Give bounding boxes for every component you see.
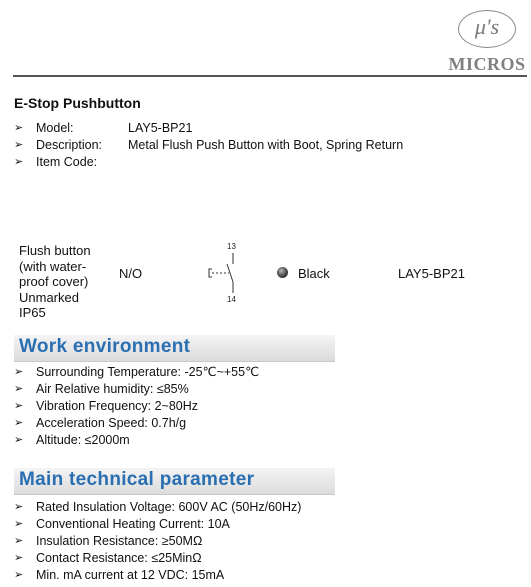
info-value: Metal Flush Push Button with Boot, Spring Return	[128, 138, 404, 152]
list-item-text: Surrounding Temperature: -25℃~+55℃	[36, 365, 260, 379]
list-item	[14, 364, 259, 381]
bullet-arrow-icon: ➢	[14, 501, 24, 513]
section-banner-technical-parameter	[14, 468, 335, 495]
header-divider	[13, 75, 527, 77]
logo-symbol: μ's	[474, 14, 500, 39]
contact-blade	[227, 264, 233, 282]
list-item-text: Vibration Frequency: 2~80Hz	[36, 399, 199, 413]
type-line: (with water-	[19, 258, 87, 274]
section-banner-work-environment	[14, 335, 335, 362]
info-item-code	[14, 154, 403, 171]
bullet-arrow-icon: ➢	[14, 569, 24, 581]
list-item-text: Altitude: ≤2000m	[36, 433, 130, 447]
list-item-text: Insulation Resistance: ≥50MΩ	[36, 534, 203, 548]
list-item	[14, 398, 259, 415]
type-line: proof cover)	[19, 274, 89, 289]
technical-parameter-list	[14, 499, 301, 584]
logo-name: MICROS	[448, 54, 526, 74]
button-type	[19, 243, 109, 321]
list-item	[14, 432, 259, 449]
list-item	[14, 567, 301, 584]
type-line: IP65	[19, 305, 46, 320]
section-heading: Work environment	[19, 336, 191, 357]
page-title: E-Stop Pushbutton	[14, 95, 141, 111]
bullet-arrow-icon: ➢	[14, 383, 24, 395]
terminal-bottom-label: 14	[227, 295, 236, 304]
terminal-top-label: 13	[227, 242, 236, 251]
contact-type: N/O	[119, 266, 143, 281]
button-color: Black	[298, 266, 330, 281]
bullet-arrow-icon: ➢	[14, 518, 24, 530]
bullet-arrow-icon: ➢	[14, 535, 24, 547]
list-item	[14, 533, 301, 550]
work-environment-list	[14, 364, 259, 449]
list-item	[14, 499, 301, 516]
product-info-list	[14, 120, 403, 171]
color-swatch-black	[277, 267, 288, 278]
info-description	[14, 137, 403, 154]
type-line: Unmarked	[19, 289, 79, 305]
spec-model: LAY5-BP21	[398, 266, 465, 281]
info-key: Model:	[36, 121, 74, 135]
bullet-arrow-icon: ➢	[14, 434, 24, 446]
list-item	[14, 415, 259, 432]
bullet-arrow-icon: ➢	[14, 417, 24, 429]
list-item-text: Conventional Heating Current: 10A	[36, 517, 230, 531]
section-heading: Main technical parameter	[19, 469, 255, 490]
micros-logo	[446, 8, 526, 78]
bullet-arrow-icon: ➢	[14, 122, 24, 134]
bullet-arrow-icon: ➢	[14, 366, 24, 378]
list-item	[14, 516, 301, 533]
push-actuator	[209, 269, 212, 277]
type-line: Flush button	[19, 243, 91, 258]
list-item-text: Acceleration Speed: 0.7h/g	[36, 416, 187, 430]
bullet-arrow-icon: ➢	[14, 139, 24, 151]
info-key: Item Code:	[36, 155, 98, 169]
bullet-arrow-icon: ➢	[14, 552, 24, 564]
list-item-text: Contact Resistance: ≤25MinΩ	[36, 551, 202, 565]
no-contact-symbol	[200, 240, 260, 306]
list-item	[14, 550, 301, 567]
bullet-arrow-icon: ➢	[14, 400, 24, 412]
list-item-text: Min. mA current at 12 VDC: 15mA	[36, 568, 225, 582]
list-item-text: Air Relative humidity: ≤85%	[36, 382, 189, 396]
list-item	[14, 381, 259, 398]
info-key: Description:	[36, 138, 102, 152]
info-value: LAY5-BP21	[128, 121, 193, 135]
bullet-arrow-icon: ➢	[14, 156, 24, 168]
info-model	[14, 120, 403, 137]
list-item-text: Rated Insulation Voltage: 600V AC (50Hz/60Hz)	[36, 500, 302, 514]
